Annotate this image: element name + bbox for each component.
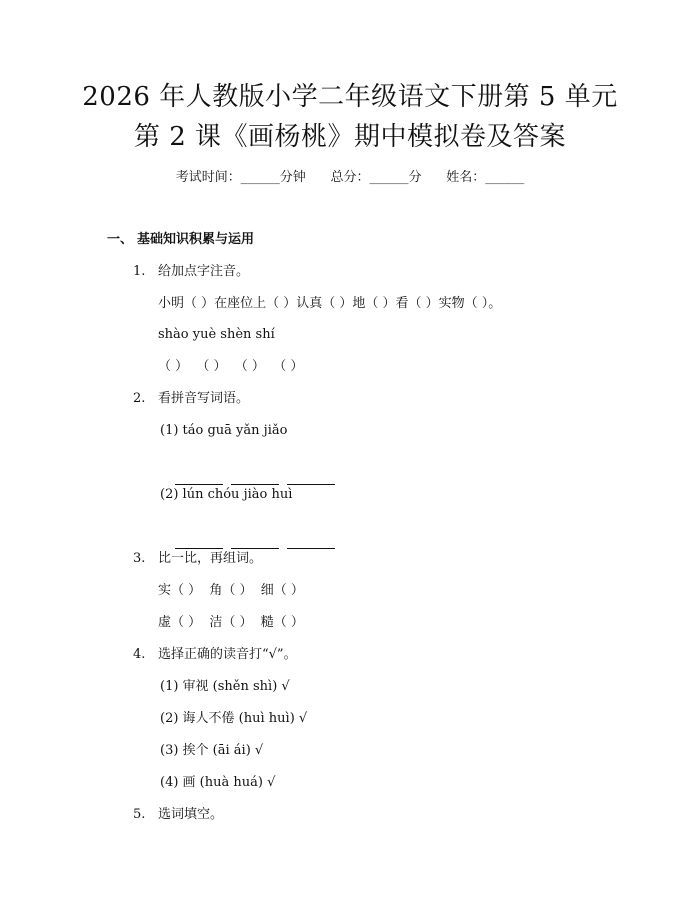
section-1-title: 基础知识积累与运用 <box>137 232 255 247</box>
title-line-1: 2026 年人教版小学二年级语文下册第 5 单元 <box>82 82 618 112</box>
q1-pinyin: shào yuè shèn shí <box>158 327 275 342</box>
q4-item-4: (4) 画 (huà huá) √ <box>160 775 276 790</box>
q1-text: 给加点字注音。 <box>158 264 250 279</box>
exam-info: 考试时间：______分钟 总分：______分 姓名：______ <box>175 170 525 185</box>
q4-number: 4. <box>133 647 146 662</box>
answer-line <box>287 484 335 485</box>
q2-item-1: (1) táo guā yǎn jiǎo <box>160 423 288 438</box>
q3-row-2: 虚（ ） 洁（ ） 糙（ ） <box>158 615 304 630</box>
answer-line <box>287 548 335 549</box>
title-line-2: 第 2 课《画杨桃》期中模拟卷及答案 <box>133 122 567 152</box>
q2-item-2: (2) lún chóu jiào huì <box>160 487 293 502</box>
section-1-heading <box>107 230 254 250</box>
q4-item-3: (3) 挨个 (āi ái) √ <box>160 743 264 758</box>
q4-item-1: (1) 审视 (shěn shì) √ <box>160 679 290 694</box>
q1-blanks: （ ） （ ） （ ） （ ） <box>158 359 304 374</box>
q3-number: 3. <box>133 551 146 566</box>
section-1-number: 一、 <box>107 232 134 247</box>
q2-number: 2. <box>133 391 146 406</box>
q4-text: 选择正确的读音打“√”。 <box>158 647 297 662</box>
q4-item-2: (2) 诲人不倦 (huì huì) √ <box>160 711 308 726</box>
q5-number: 5. <box>133 807 146 822</box>
q1-sentence: 小明（ ）在座位上（ ）认真（ ）地（ ）看（ ）实物（ ）。 <box>158 296 502 311</box>
q5-text: 选词填空。 <box>158 807 224 822</box>
q1-number: 1. <box>133 264 146 279</box>
q3-row-1: 实（ ） 角（ ） 细（ ） <box>158 583 304 598</box>
q2-text: 看拼音写词语。 <box>158 391 250 406</box>
q3-text: 比一比，再组词。 <box>158 551 263 566</box>
